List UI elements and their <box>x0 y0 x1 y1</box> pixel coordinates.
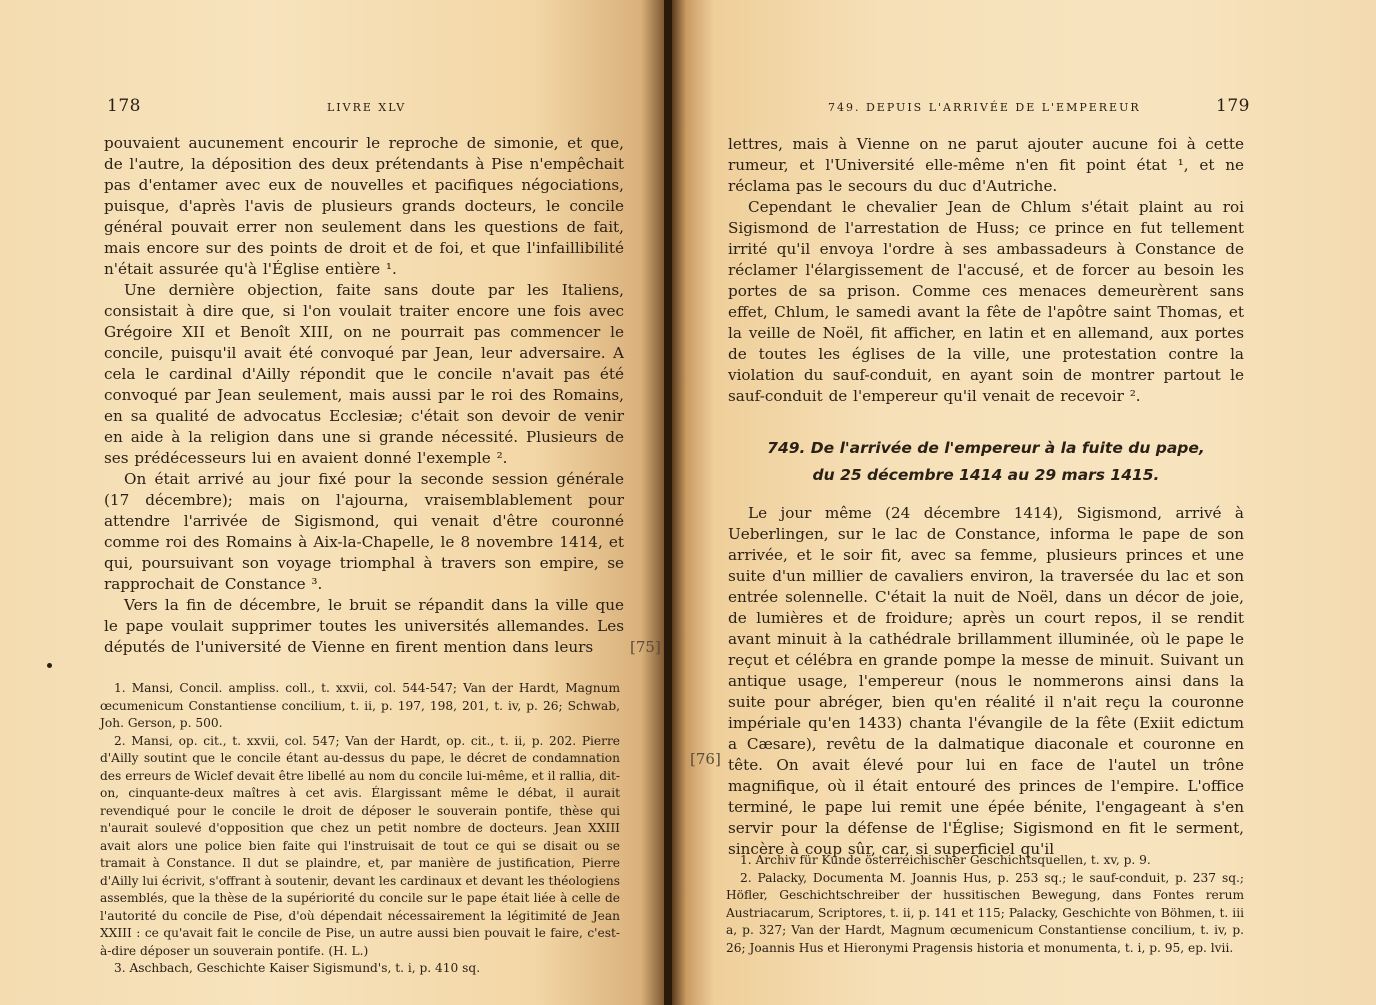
footnote: 2. Palacky, Documenta M. Joannis Hus, p. 253 sq.; le sauf-conduit, p. 237 sq.; Höfler, Geschichtschreiber der hussitischen Bewegung, dans Fontes rerum Austriacarum, Scriptores, t. ii, p. 141 et 115; Palacky, Geschichte von Böhmen, t. iii a, p. 327; Van der Hardt, Magnum œcumenicum Constantiense concilium, t. iv, p. 26; Joannis Hus et Hieronymi Pragensis historia et monumenta, t. i, p. 95, ep. lvii. <box>726 870 1244 955</box>
body-text <box>104 133 624 658</box>
footnote: 3. Aschbach, Geschichte Kaiser Sigismund's, t. i, p. 410 sq. <box>114 961 481 975</box>
margin-reference: [76] <box>690 750 721 768</box>
page-number: 178 <box>107 96 141 116</box>
section-heading <box>728 435 1244 489</box>
section-heading-line: 749. De l'arrivée de l'empereur à la fuite du pape, <box>767 439 1205 457</box>
paragraph: On était arrivé au jour fixé pour la seconde session générale (17 décembre); mais on l'ajourna, vraisemblablement pour attendre l'arrivée de Sigismond, qui venait d'être couronné comme roi des Romains à Aix-la-Chapelle, le 8 novembre 1414, et qui, poursuivant son voyage triomphal à travers son empire, se rapprochait de Constance ³. <box>104 470 624 593</box>
page-number: 179 <box>1216 96 1250 116</box>
body-text-bottom <box>728 503 1244 860</box>
paragraph: Le jour même (24 décembre 1414), Sigismond, arrivé à Ueberlingen, sur le lac de Constance, informa le pape de son arrivée, et le soir fit, avec sa femme, plusieurs princes et une suite d'un millier de cavaliers environ, la traversée du lac et son entrée solennelle. C'était la nuit de Noël, dans un décor de joie, de lumières et de froidure; après un court repos, il se rendit avant minuit à la cathédrale brillamment illuminée, où le pape le reçut et célébra en grande pompe la messe de minuit. Suivant un antique usage, l'empereur (nous le nommerons ainsi dans la suite pour abréger, bien qu'en réalité il n'ait reçu la couronne impériale qu'en 1433) chanta l'évangile de la fête (Exiit edictum a Cæsare), revêtu de la dalmatique diaconale et couronne en tête. On avait élevé pour lui en face de l'autel un trône magnifique, où il était entouré des princes de l'empire. L'office terminé, le pape lui remit une épée bénite, l'engageant à s'en servir pour la défense de l'Église; Sigismond en fit le serment, sincère à coup sûr, car, si superficiel qu'il <box>728 504 1244 858</box>
paragraph: lettres, mais à Vienne on ne parut ajouter aucune foi à cette rumeur, et l'Université elle-même n'en fit point état ¹, et ne réclama pas le secours du duc d'Autriche. <box>728 135 1244 195</box>
page-mark <box>47 663 52 668</box>
footnote: 2. Mansi, op. cit., t. xxvii, col. 547; Van der Hardt, op. cit., t. ii, p. 202. Pierre d'Ailly soutint que le concile étant au-dessus du pape, le décret de condamnation des erreurs de Wiclef devait être libellé au nom du concile lui-même, et il rallia, dit-on, cinquante-deux maîtres à cet avis. Élargissant même le débat, il aurait revendiqué pour le concile le droit de déposer le souverain pontife, thèse qui n'aurait soulevé d'opposition que chez un petit nombre de docteurs. Jean XXIII avait alors une police bien faite qui l'instruisait de tout ce qui se disait ou se tramait à Constance. Il dut se plaindre, et, par manière de justification, Pierre d'Ailly lui écrivit, s'offrant à soutenir, devant les cardinaux et devant les théologiens assemblés, que la thèse de la supériorité du concile sur le pape était liée à celle de l'autorité du concile de Pise, d'où dépendait nécessairement la légitimité de Jean XXIII : ce qu'avait fait le concile de Pise, un autre aussi bien pouvait le faire, c'est-à-dire déposer un souverain pontife. (H. L.) <box>100 733 621 958</box>
right-page <box>672 0 1376 1005</box>
paragraph: Cependant le chevalier Jean de Chlum s'était plaint au roi Sigismond de l'arrestation de Huss; ce prince en fut tellement irrité qu'il envoya l'ordre à ses ambassadeurs à Constance de réclamer l'élargissement de l'accusé, et de forcer au besoin les portes de sa prison. Comme ces menaces demeurèrent sans effet, Chlum, le samedi avant la fête de l'apôtre saint Thomas, et la veille de Noël, fit afficher, en latin et en allemand, aux portes de toutes les églises de la ville, une protestation contre la violation du sauf-conduit, en ayant soin de montrer partout le sauf-conduit de l'empereur qu'il venait de recevoir ². <box>728 198 1244 405</box>
running-head: 749. DEPUIS L'ARRIVÉE DE L'EMPEREUR <box>828 101 1141 114</box>
section-heading-line: du 25 décembre 1414 au 29 mars 1415. <box>812 466 1160 484</box>
footnotes <box>100 680 620 978</box>
paragraph: Une dernière objection, faite sans doute par les Italiens, consistait à dire que, si l'on voulait traiter encore une fois avec Grégoire XII et Benoît XIII, on ne pourrait pas commencer le concile, puisqu'il avait été convoqué par Jean, leur adversaire. A cela le cardinal d'Ailly répondit que le concile n'avait pas été convoqué par Jean seulement, mais aussi par le roi des Romains, en sa qualité de advocatus Ecclesiæ; c'était son devoir de venir en aide à la religion dans une si grande nécessité. Plusieurs de ses prédécesseurs lui en avaient donné l'exemple ². <box>104 281 624 467</box>
running-head: LIVRE XLV <box>327 101 407 114</box>
margin-reference: [75] <box>630 638 661 656</box>
body-text-top <box>728 134 1244 407</box>
paragraph: Vers la fin de décembre, le bruit se répandit dans la ville que le pape voulait supprimer toutes les universités allemandes. Les députés de l'université de Vienne en firent mention dans leurs <box>104 596 624 656</box>
left-page <box>0 0 668 1005</box>
paragraph: pouvaient aucunement encourir le reproche de simonie, et que, de l'autre, la déposition des deux prétendants à Pise n'empêchait pas d'entamer avec eux de nouvelles et pacifiques négociations, puisque, d'après l'avis de plusieurs grands docteurs, le concile général pouvait errer non seulement dans les questions de fait, mais encore sur des points de droit et de foi, et que l'infaillibilité n'était assurée qu'à l'Église entière ¹. <box>104 134 624 278</box>
footnotes <box>726 852 1244 957</box>
footnote: 1. Archiv für Kunde österreichischer Geschichtsquellen, t. xv, p. 9. <box>740 853 1151 867</box>
footnote: 1. Mansi, Concil. ampliss. coll., t. xxvii, col. 544-547; Van der Hardt, Magnum œcumenicum Constantiense concilium, t. ii, p. 197, 198, 201, t. iv, p. 26; Schwab, Joh. Gerson, p. 500. <box>100 681 620 730</box>
